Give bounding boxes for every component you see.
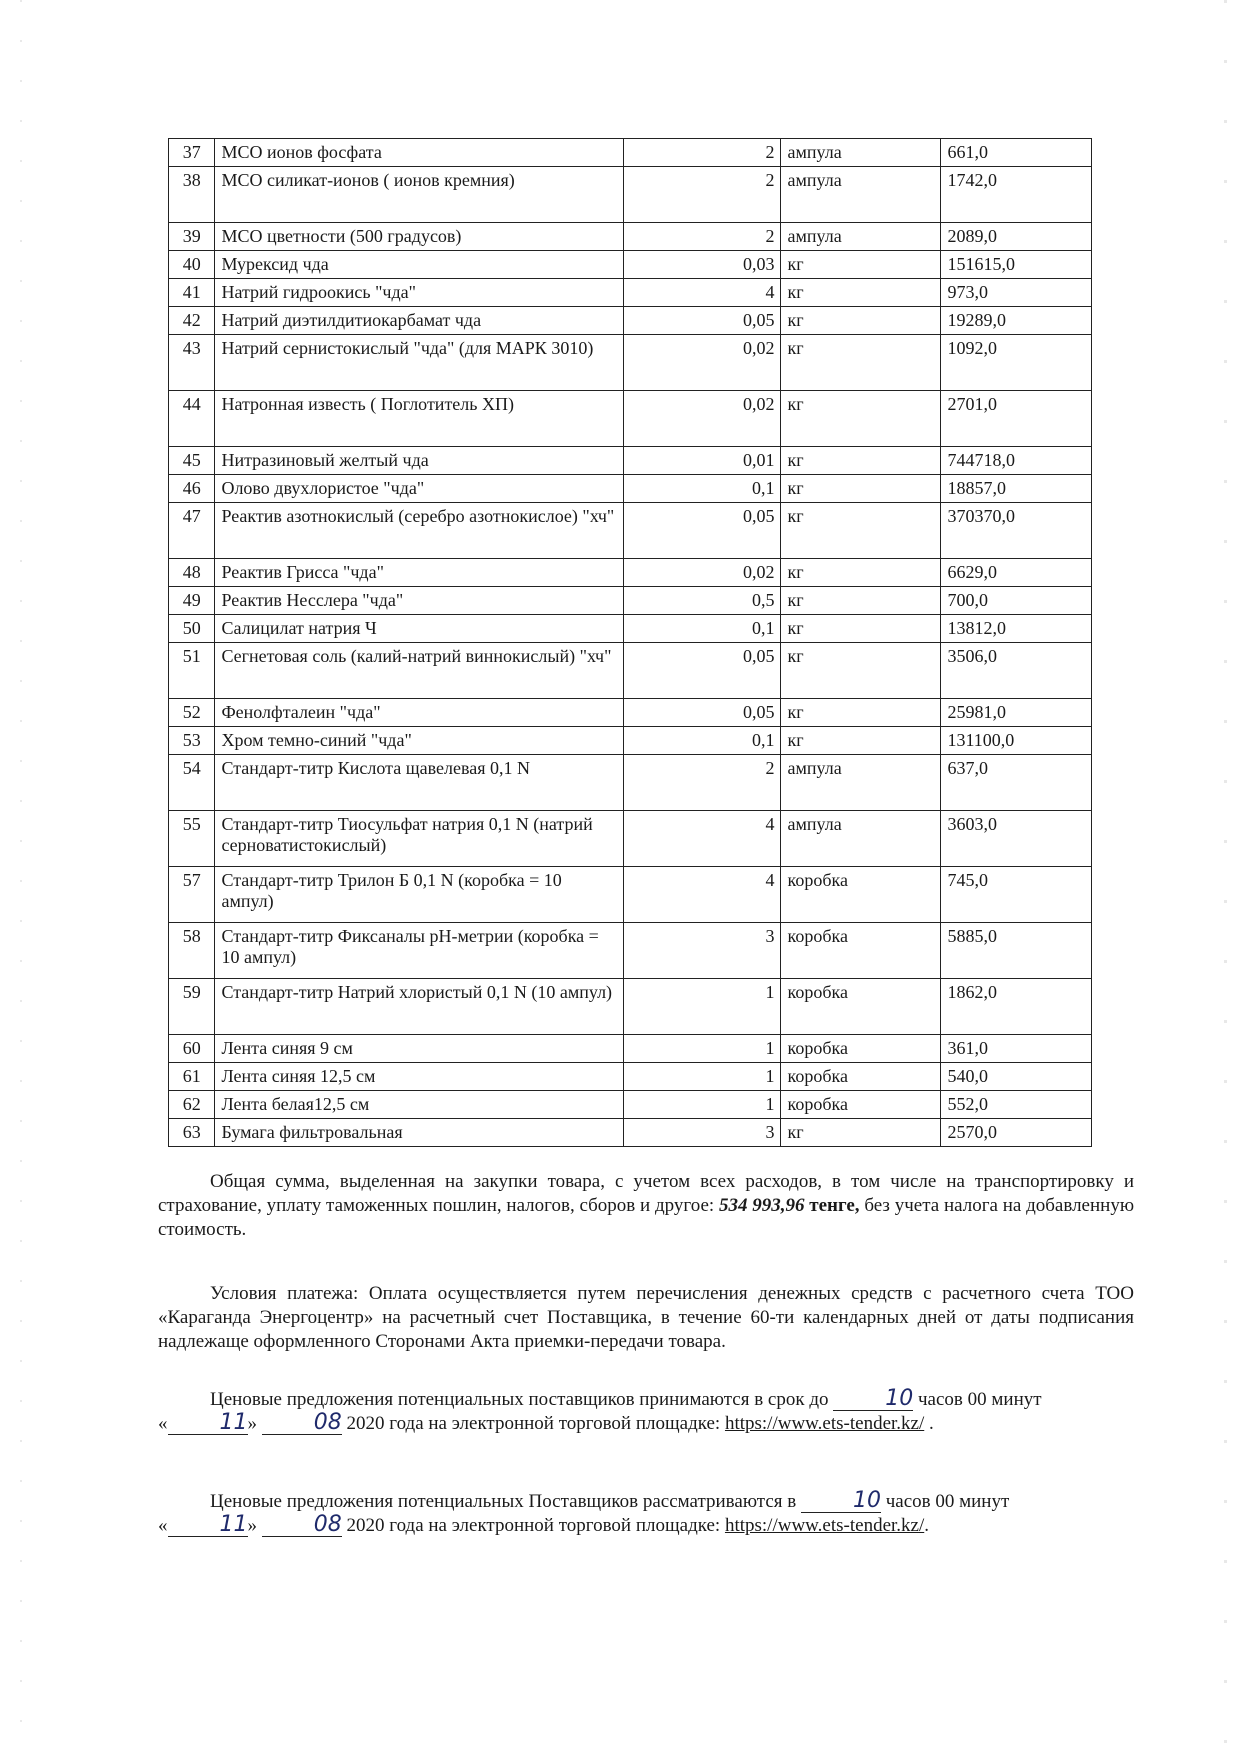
item-name: Бумага фильтровальная: [215, 1119, 624, 1147]
item-name: Лента синяя 12,5 см: [215, 1063, 624, 1091]
acceptance-paragraph: [158, 1388, 1134, 1436]
item-unit: кг: [781, 251, 941, 279]
item-price: 131100,0: [941, 727, 1092, 755]
item-price: 3506,0: [941, 643, 1092, 699]
row-number: 39: [169, 223, 215, 251]
row-number: 42: [169, 307, 215, 335]
review-text-2: часов 00 минут: [885, 1491, 1010, 1512]
table-row: [169, 811, 1092, 867]
item-price: 637,0: [941, 755, 1092, 811]
table-row: [169, 615, 1092, 643]
review-hour: 10: [801, 1490, 881, 1513]
item-quantity: 1: [624, 979, 781, 1035]
acceptance-text-1: Ценовые предложения потенциальных поставщиков принимаются в срок до: [210, 1389, 829, 1410]
table-row: [169, 223, 1092, 251]
item-unit: кг: [781, 727, 941, 755]
item-quantity: 4: [624, 811, 781, 867]
item-price: 151615,0: [941, 251, 1092, 279]
item-price: 2570,0: [941, 1119, 1092, 1147]
item-name: Нитразиновый желтый чда: [215, 447, 624, 475]
table-row: [169, 335, 1092, 391]
item-name: Натрий гидроокись "чда": [215, 279, 624, 307]
item-price: 19289,0: [941, 307, 1092, 335]
row-number: 44: [169, 391, 215, 447]
item-name: Хром темно-синий "чда": [215, 727, 624, 755]
review-quote-open: «: [158, 1515, 168, 1536]
row-number: 58: [169, 923, 215, 979]
item-quantity: 4: [624, 279, 781, 307]
item-price: 13812,0: [941, 615, 1092, 643]
review-end: .: [924, 1515, 929, 1536]
table-row: [169, 279, 1092, 307]
acceptance-url-link[interactable]: https://www.ets-tender.kz/: [724, 1413, 925, 1434]
review-text-3: 2020 года на электронной торговой площадке:: [346, 1515, 721, 1536]
item-unit: ампула: [781, 223, 941, 251]
item-price: 1742,0: [941, 167, 1092, 223]
item-quantity: 0,1: [624, 727, 781, 755]
table-row: [169, 307, 1092, 335]
row-number: 50: [169, 615, 215, 643]
item-name: Натронная известь ( Поглотитель ХП): [215, 391, 624, 447]
item-quantity: 2: [624, 223, 781, 251]
row-number: 45: [169, 447, 215, 475]
item-name: Салицилат натрия Ч: [215, 615, 624, 643]
item-unit: кг: [781, 307, 941, 335]
row-number: 59: [169, 979, 215, 1035]
item-unit: кг: [781, 503, 941, 559]
row-number: 55: [169, 811, 215, 867]
item-price: 370370,0: [941, 503, 1092, 559]
review-quote-close: »: [247, 1515, 257, 1536]
table-row: [169, 1091, 1092, 1119]
scan-edge-right: [1224, 0, 1232, 1754]
item-name: Реактив азотнокислый (серебро азотнокислое) "хч": [215, 503, 624, 559]
table-row: [169, 503, 1092, 559]
item-quantity: 0,02: [624, 391, 781, 447]
acceptance-text-3: 2020 года на электронной торговой площадке:: [346, 1413, 721, 1434]
review-day: 11: [168, 1514, 248, 1537]
item-unit: кг: [781, 279, 941, 307]
acceptance-quote-open: «: [158, 1413, 168, 1434]
row-number: 51: [169, 643, 215, 699]
row-number: 63: [169, 1119, 215, 1147]
review-paragraph: [158, 1490, 1134, 1538]
item-price: 700,0: [941, 587, 1092, 615]
item-name: МСО силикат-ионов ( ионов кремния): [215, 167, 624, 223]
item-unit: ампула: [781, 755, 941, 811]
item-unit: коробка: [781, 1091, 941, 1119]
item-price: 745,0: [941, 867, 1092, 923]
item-unit: ампула: [781, 811, 941, 867]
row-number: 57: [169, 867, 215, 923]
item-price: 540,0: [941, 1063, 1092, 1091]
item-quantity: 2: [624, 167, 781, 223]
item-unit: коробка: [781, 923, 941, 979]
item-name: Стандарт-титр Фиксаналы рН-метрии (коробка = 10 ампул): [215, 923, 624, 979]
item-unit: кг: [781, 391, 941, 447]
total-text-after: без учета налога на добавленную стоимость.: [158, 1195, 1135, 1240]
item-unit: кг: [781, 447, 941, 475]
item-name: Лента синяя 9 см: [215, 1035, 624, 1063]
item-price: 25981,0: [941, 699, 1092, 727]
item-quantity: 0,05: [624, 643, 781, 699]
item-name: Натрий сернистокислый "чда" (для МАРК 3010): [215, 335, 624, 391]
item-name: Фенолфталеин "чда": [215, 699, 624, 727]
item-quantity: 4: [624, 867, 781, 923]
item-name: Стандарт-титр Кислота щавелевая 0,1 N: [215, 755, 624, 811]
item-unit: коробка: [781, 1035, 941, 1063]
item-unit: коробка: [781, 1063, 941, 1091]
row-number: 49: [169, 587, 215, 615]
item-price: 6629,0: [941, 559, 1092, 587]
item-price: 18857,0: [941, 475, 1092, 503]
item-quantity: 0,1: [624, 475, 781, 503]
item-unit: коробка: [781, 979, 941, 1035]
item-quantity: 0,02: [624, 335, 781, 391]
row-number: 37: [169, 139, 215, 167]
table-row: [169, 1063, 1092, 1091]
table-row: [169, 447, 1092, 475]
table-row: [169, 475, 1092, 503]
acceptance-day: 11: [168, 1412, 248, 1435]
item-quantity: 0,1: [624, 615, 781, 643]
row-number: 43: [169, 335, 215, 391]
table-row: [169, 139, 1092, 167]
table-row: [169, 1035, 1092, 1063]
payment-paragraph: [158, 1282, 1134, 1354]
table-row: [169, 559, 1092, 587]
item-quantity: 0,05: [624, 699, 781, 727]
acceptance-end: .: [929, 1413, 934, 1434]
item-quantity: 3: [624, 923, 781, 979]
table-row: [169, 167, 1092, 223]
item-name: Стандарт-титр Трилон Б 0,1 N (коробка = 10 ампул): [215, 867, 624, 923]
item-quantity: 0,5: [624, 587, 781, 615]
item-quantity: 0,05: [624, 307, 781, 335]
item-name: Стандарт-титр Тиосульфат натрия 0,1 N (натрий серноватистокислый): [215, 811, 624, 867]
row-number: 38: [169, 167, 215, 223]
table-row: [169, 979, 1092, 1035]
item-unit: кг: [781, 615, 941, 643]
table-row: [169, 587, 1092, 615]
item-name: Мурексид чда: [215, 251, 624, 279]
item-quantity: 1: [624, 1035, 781, 1063]
row-number: 62: [169, 1091, 215, 1119]
row-number: 52: [169, 699, 215, 727]
item-name: МСО цветности (500 градусов): [215, 223, 624, 251]
row-number: 53: [169, 727, 215, 755]
items-table: [168, 138, 1092, 1147]
item-price: 1862,0: [941, 979, 1092, 1035]
item-quantity: 3: [624, 1119, 781, 1147]
row-number: 46: [169, 475, 215, 503]
total-currency: тенге,: [809, 1195, 860, 1216]
item-quantity: 0,01: [624, 447, 781, 475]
table-row: [169, 727, 1092, 755]
row-number: 48: [169, 559, 215, 587]
item-price: 744718,0: [941, 447, 1092, 475]
table-row: [169, 699, 1092, 727]
item-quantity: 0,02: [624, 559, 781, 587]
payment-text: Условия платежа: Оплата осуществляется путем перечисления денежных средств с расчетного счета ТОО «Караганда Энергоцентр» на расчетный счет Поставщика, в течение 60-ти календарных дней от даты подписания надлежаще оформленного Сторонами Акта приемки-передачи товара.: [158, 1283, 1134, 1352]
item-name: Олово двухлористое "чда": [215, 475, 624, 503]
table-row: [169, 1119, 1092, 1147]
total-amount: 534 993,96: [718, 1195, 805, 1216]
table-row: [169, 755, 1092, 811]
item-unit: кг: [781, 335, 941, 391]
item-name: Стандарт-титр Натрий хлористый 0,1 N (10 ампул): [215, 979, 624, 1035]
item-unit: кг: [781, 559, 941, 587]
item-unit: кг: [781, 643, 941, 699]
item-price: 2089,0: [941, 223, 1092, 251]
item-quantity: 1: [624, 1091, 781, 1119]
row-number: 47: [169, 503, 215, 559]
item-name: Натрий диэтилдитиокарбамат чда: [215, 307, 624, 335]
item-price: 2701,0: [941, 391, 1092, 447]
item-quantity: 2: [624, 139, 781, 167]
item-quantity: 1: [624, 1063, 781, 1091]
item-price: 1092,0: [941, 335, 1092, 391]
row-number: 40: [169, 251, 215, 279]
items-table-body: [169, 139, 1092, 1147]
acceptance-quote-close: »: [247, 1413, 257, 1434]
item-name: МСО ионов фосфата: [215, 139, 624, 167]
review-url-link[interactable]: https://www.ets-tender.kz/: [724, 1515, 925, 1536]
item-unit: коробка: [781, 867, 941, 923]
table-row: [169, 867, 1092, 923]
item-price: 5885,0: [941, 923, 1092, 979]
acceptance-month: 08: [262, 1412, 342, 1435]
row-number: 60: [169, 1035, 215, 1063]
item-unit: кг: [781, 475, 941, 503]
total-text-before: Общая сумма, выделенная на закупки товара, с учетом всех расходов, в том числе на транспортировку и страхование, уплату таможенных пошлин, налогов, сборов и другое:: [158, 1171, 1134, 1216]
row-number: 54: [169, 755, 215, 811]
item-price: 361,0: [941, 1035, 1092, 1063]
table-row: [169, 923, 1092, 979]
scan-edge-left: [20, 0, 40, 1754]
item-price: 552,0: [941, 1091, 1092, 1119]
item-unit: кг: [781, 587, 941, 615]
table-row: [169, 643, 1092, 699]
row-number: 61: [169, 1063, 215, 1091]
item-quantity: 0,03: [624, 251, 781, 279]
item-name: Реактив Несслера "чда": [215, 587, 624, 615]
row-number: 41: [169, 279, 215, 307]
review-month: 08: [262, 1514, 342, 1537]
item-quantity: 0,05: [624, 503, 781, 559]
item-unit: кг: [781, 1119, 941, 1147]
item-unit: ампула: [781, 139, 941, 167]
item-price: 661,0: [941, 139, 1092, 167]
item-unit: ампула: [781, 167, 941, 223]
item-name: Сегнетовая соль (калий-натрий виннокислый) "хч": [215, 643, 624, 699]
table-row: [169, 391, 1092, 447]
item-quantity: 2: [624, 755, 781, 811]
review-text-1: Ценовые предложения потенциальных Поставщиков рассматриваются в: [210, 1491, 797, 1512]
item-name: Лента белая12,5 см: [215, 1091, 624, 1119]
acceptance-text-2: часов 00 минут: [918, 1389, 1042, 1410]
table-row: [169, 251, 1092, 279]
item-name: Реактив Грисса "чда": [215, 559, 624, 587]
total-paragraph: [158, 1170, 1134, 1242]
item-unit: кг: [781, 699, 941, 727]
item-price: 973,0: [941, 279, 1092, 307]
acceptance-hour: 10: [833, 1388, 913, 1411]
item-price: 3603,0: [941, 811, 1092, 867]
